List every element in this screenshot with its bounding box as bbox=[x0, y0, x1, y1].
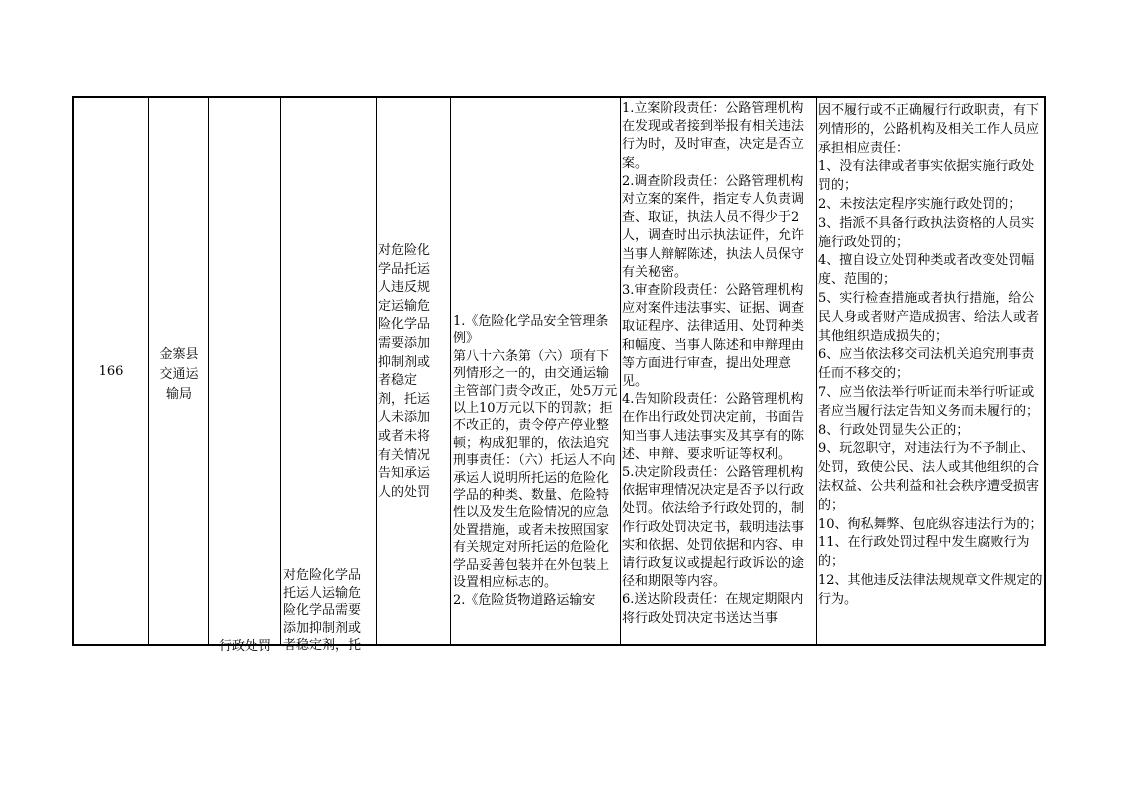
column-divider bbox=[280, 98, 281, 644]
accountability-cell: 因不履行或不正确履行行政职责，有下列情形的，公路机构及相关工作人员应承担相应责任： 1、没有法律或者事实依据实施行政处罚的； 2、未按法定程序实施行政处罚的； 3、指派不具备行政执法资格的人员实施行政处罚的； 4、擅自设立处罚种类或者改变处罚幅度、范围的； 5、实行检查措施或者执行措施，给公民人身或者财产造成损害、给法人或者其他组织造成损失的； 6、应当依法移交司法机关追究刑事责任而不移交的； 7、应当依法举行听证而未举行听证或者应当履行法定告知义务而未履行的； 8、行政处罚显失公正的； 9、玩忽职守，对违法行为不予制止、处罚，致使公民、法人或其他组织的合法权益、公共利益和社会秩序遭受损害的； 10、徇私舞弊、包庇纵容违法行为的； 11、在行政处罚过程中发生腐败行为的； 12、其他违反法律法规规章文件规定的行为。 bbox=[818, 103, 1043, 607]
responsibilities-cell: 1.立案阶段责任：公路管理机构在发现或者接到举报有相关违法行为时，及时审查，决定是否立案。 2.调查阶段责任：公路管理机构对立案的案件，指定专人负责调查、取证，执法人员不得少于2人，调查时出示执法证件，允许当事人辩解陈述，执法人员保守有关秘密。 3.审查阶段责任：公路管理机构应对案件违法事实、证据、调查取证程序、法律适用、处罚种类和幅度、当事人陈述和申辩理由等方面进行审查，提出处理意见。 4.告知阶段责任：公路管理机构在作出行政处罚决定前，书面告知当事人违法事实及其享有的陈述、申辩、要求听证等权利。 5.决定阶段责任：公路管理机构依据审理情况决定是否予以行政处罚。依法给予行政处罚的，制作行政处罚决定书，载明违法事实和依据、处罚依据和内容、申请行政复议或提起行政诉讼的途径和期限等内容。 6.送达阶段责任：在规定期限内将行政处罚决定书送达当事 bbox=[622, 101, 805, 626]
column-divider bbox=[450, 98, 451, 644]
power-list-table bbox=[72, 96, 1046, 654]
item-name-cell: 对危险化学品 托运人运输危 险化学品需要 添加抑制剂或 者稳定剂，托 bbox=[283, 568, 362, 654]
column-divider bbox=[816, 98, 817, 644]
column-divider bbox=[620, 98, 621, 644]
column-divider bbox=[376, 98, 377, 644]
power-type-cell: 行政处罚 bbox=[218, 639, 271, 654]
legal-basis-cell: 1.《危险化学品安全管理条例》 第八十六条第（六）项有下列情形之一的，由交通运输主管部门责令改正，处5万元以上10万元以下的罚款；拒不改正的，责令停产停业整顿；构成犯罪的，依法追究刑事责任：（六）托运人不向承运人说明所托运的危险化学品的种类、数量、危险特性以及发生危险情况的应急处置措施，或者未按照国家有关规定对所托运的危险化学品妥善包装并在外包装上设置相应标志的。 2.《危险货物道路运输安 bbox=[453, 314, 618, 608]
column-divider bbox=[148, 98, 149, 644]
column-divider bbox=[208, 98, 209, 644]
sub-item-cell: 对危险化 学品托运 人违反规 定运输危 险化学品 需要添加 抑制剂或 者稳定 剂，托运 人未添加 或者未将 有关情况 告知承运 人的处罚 bbox=[378, 243, 431, 500]
department-cell: 金寨县 交通运 输局 bbox=[159, 347, 199, 402]
row-number: 166 bbox=[98, 364, 124, 379]
